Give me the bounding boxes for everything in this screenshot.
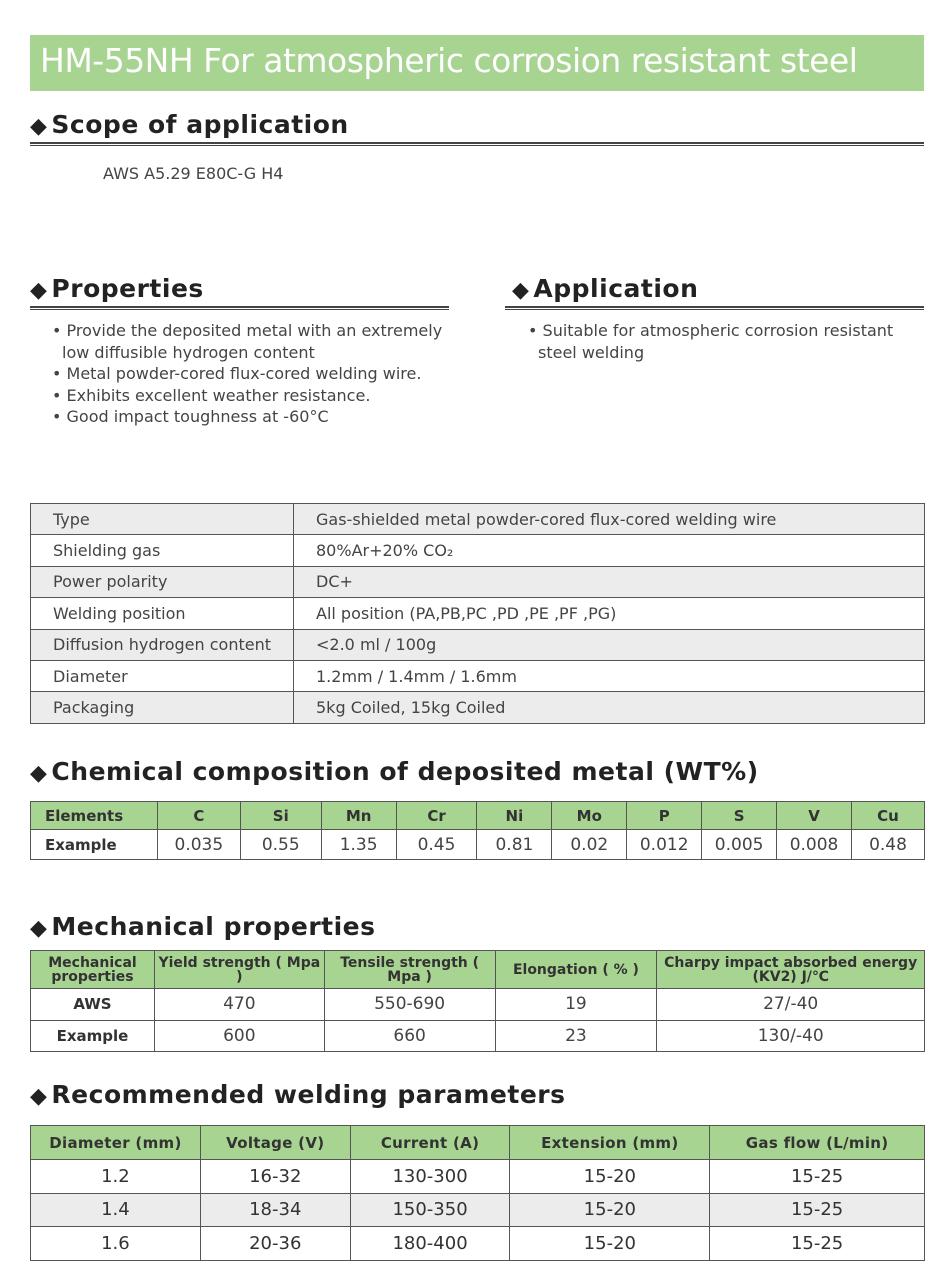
- column-header: Mn: [321, 802, 396, 830]
- table-row: [31, 989, 925, 1021]
- spec-label: Welding position: [31, 598, 294, 629]
- column-header: V: [777, 802, 852, 830]
- chemical-heading-text: Chemical composition of deposited metal (WT%): [51, 757, 759, 786]
- table-cell: 0.035: [157, 830, 240, 860]
- chemical-heading: [30, 757, 759, 786]
- spec-label: Packaging: [31, 692, 294, 723]
- table-cell: 0.45: [396, 830, 477, 860]
- table-row: [31, 692, 925, 723]
- table-row: [31, 1193, 925, 1227]
- table-cell: 18-34: [200, 1193, 350, 1227]
- table-cell: 1.6: [31, 1227, 201, 1261]
- spec-label: Shielding gas: [31, 535, 294, 566]
- table-cell: 15-20: [510, 1160, 710, 1194]
- properties-divider: [30, 306, 449, 310]
- table-header-row: [31, 802, 925, 830]
- table-cell: 0.012: [627, 830, 702, 860]
- table-cell: 1.35: [321, 830, 396, 860]
- table-cell: 150-350: [350, 1193, 510, 1227]
- properties-list: [52, 320, 452, 428]
- table-cell: 130/-40: [657, 1020, 925, 1052]
- table-cell: 0.008: [777, 830, 852, 860]
- column-header: Gas flow (L/min): [710, 1126, 925, 1160]
- diamond-icon: ◆: [30, 761, 48, 786]
- column-header: Cu: [852, 802, 925, 830]
- spec-value: 80%Ar+20% CO₂: [294, 535, 925, 566]
- column-header: C: [157, 802, 240, 830]
- welding-heading: [30, 1080, 566, 1109]
- table-cell: 15-20: [510, 1227, 710, 1261]
- table-cell: 130-300: [350, 1160, 510, 1194]
- table-row: [31, 535, 925, 566]
- application-divider: [505, 306, 924, 310]
- row-label: AWS: [31, 989, 155, 1021]
- table-cell: 15-20: [510, 1193, 710, 1227]
- column-header: Current (A): [350, 1126, 510, 1160]
- list-item: • Good impact toughness at -60°C: [52, 406, 452, 428]
- spec-label: Type: [31, 504, 294, 535]
- spec-table: [30, 503, 925, 724]
- table-cell: 15-25: [710, 1193, 925, 1227]
- diamond-icon: ◆: [30, 1084, 48, 1109]
- column-header: Diameter (mm): [31, 1126, 201, 1160]
- column-header: Ni: [477, 802, 552, 830]
- application-heading-text: Application: [533, 274, 699, 303]
- title-bar: [30, 35, 924, 91]
- table-cell: 23: [495, 1020, 657, 1052]
- table-row: [31, 830, 925, 860]
- spec-value: Gas-shielded metal powder-cored flux-cored welding wire: [294, 504, 925, 535]
- diamond-icon: ◆: [30, 278, 48, 303]
- table-row: [31, 1160, 925, 1194]
- table-cell: 0.55: [240, 830, 321, 860]
- column-header: Cr: [396, 802, 477, 830]
- table-cell: 19: [495, 989, 657, 1021]
- scope-standard: AWS A5.29 E80C-G H4: [103, 164, 284, 183]
- column-header: P: [627, 802, 702, 830]
- table-row: [31, 566, 925, 597]
- column-header: Mechanical properties: [31, 951, 155, 989]
- table-row: [31, 1020, 925, 1052]
- table-cell: 0.81: [477, 830, 552, 860]
- column-header: Extension (mm): [510, 1126, 710, 1160]
- column-header: Mo: [552, 802, 627, 830]
- table-cell: 600: [154, 1020, 324, 1052]
- table-row: [31, 1227, 925, 1261]
- spec-value: All position (PA,PB,PC ,PD ,PE ,PF ,PG): [294, 598, 925, 629]
- table-row: [31, 504, 925, 535]
- page-title: HM-55NH For atmospheric corrosion resistant steel: [40, 41, 858, 80]
- table-header-row: [31, 951, 925, 989]
- application-list: [528, 320, 924, 363]
- table-row: [31, 629, 925, 660]
- list-item: • Metal powder-cored flux-cored welding wire.: [52, 363, 452, 385]
- column-header: Elements: [31, 802, 158, 830]
- scope-heading-text: Scope of application: [51, 110, 349, 139]
- list-item: • Provide the deposited metal with an extremely low diffusible hydrogen content: [52, 320, 452, 363]
- table-cell: 550-690: [324, 989, 495, 1021]
- table-cell: 180-400: [350, 1227, 510, 1261]
- spec-label: Diffusion hydrogen content: [31, 629, 294, 660]
- mechanical-heading: [30, 912, 376, 941]
- scope-divider: [30, 142, 924, 146]
- spec-label: Diameter: [31, 660, 294, 691]
- column-header: Tensile strength ( Mpa ): [324, 951, 495, 989]
- column-header: S: [702, 802, 777, 830]
- welding-table: [30, 1125, 925, 1261]
- mechanical-heading-text: Mechanical properties: [51, 912, 376, 941]
- table-cell: 0.48: [852, 830, 925, 860]
- table-cell: 0.02: [552, 830, 627, 860]
- table-cell: 27/-40: [657, 989, 925, 1021]
- properties-heading-text: Properties: [51, 274, 204, 303]
- list-item: • Exhibits excellent weather resistance.: [52, 385, 452, 407]
- spec-value: 1.2mm / 1.4mm / 1.6mm: [294, 660, 925, 691]
- chemical-table: [30, 801, 925, 860]
- list-item: • Suitable for atmospheric corrosion resistant steel welding: [528, 320, 924, 363]
- properties-heading: [30, 274, 204, 303]
- spec-value: <2.0 ml / 100g: [294, 629, 925, 660]
- table-cell: 16-32: [200, 1160, 350, 1194]
- table-header-row: [31, 1126, 925, 1160]
- column-header: Si: [240, 802, 321, 830]
- diamond-icon: ◆: [512, 278, 530, 303]
- diamond-icon: ◆: [30, 916, 48, 941]
- column-header: Yield strength ( Mpa ): [154, 951, 324, 989]
- mechanical-table: [30, 950, 925, 1052]
- table-cell: 15-25: [710, 1227, 925, 1261]
- welding-heading-text: Recommended welding parameters: [51, 1080, 566, 1109]
- column-header: Charpy impact absorbed energy (KV2) J/℃: [657, 951, 925, 989]
- table-row: [31, 598, 925, 629]
- table-cell: 1.4: [31, 1193, 201, 1227]
- table-row: [31, 660, 925, 691]
- table-cell: 20-36: [200, 1227, 350, 1261]
- table-cell: 0.005: [702, 830, 777, 860]
- spec-value: 5kg Coiled, 15kg Coiled: [294, 692, 925, 723]
- column-header: Elongation ( % ): [495, 951, 657, 989]
- spec-label: Power polarity: [31, 566, 294, 597]
- column-header: Voltage (V): [200, 1126, 350, 1160]
- row-label: Example: [31, 830, 158, 860]
- scope-heading: [30, 110, 349, 139]
- table-cell: 470: [154, 989, 324, 1021]
- diamond-icon: ◆: [30, 114, 48, 139]
- application-heading: [512, 274, 698, 303]
- spec-value: DC+: [294, 566, 925, 597]
- table-cell: 660: [324, 1020, 495, 1052]
- table-cell: 15-25: [710, 1160, 925, 1194]
- row-label: Example: [31, 1020, 155, 1052]
- table-cell: 1.2: [31, 1160, 201, 1194]
